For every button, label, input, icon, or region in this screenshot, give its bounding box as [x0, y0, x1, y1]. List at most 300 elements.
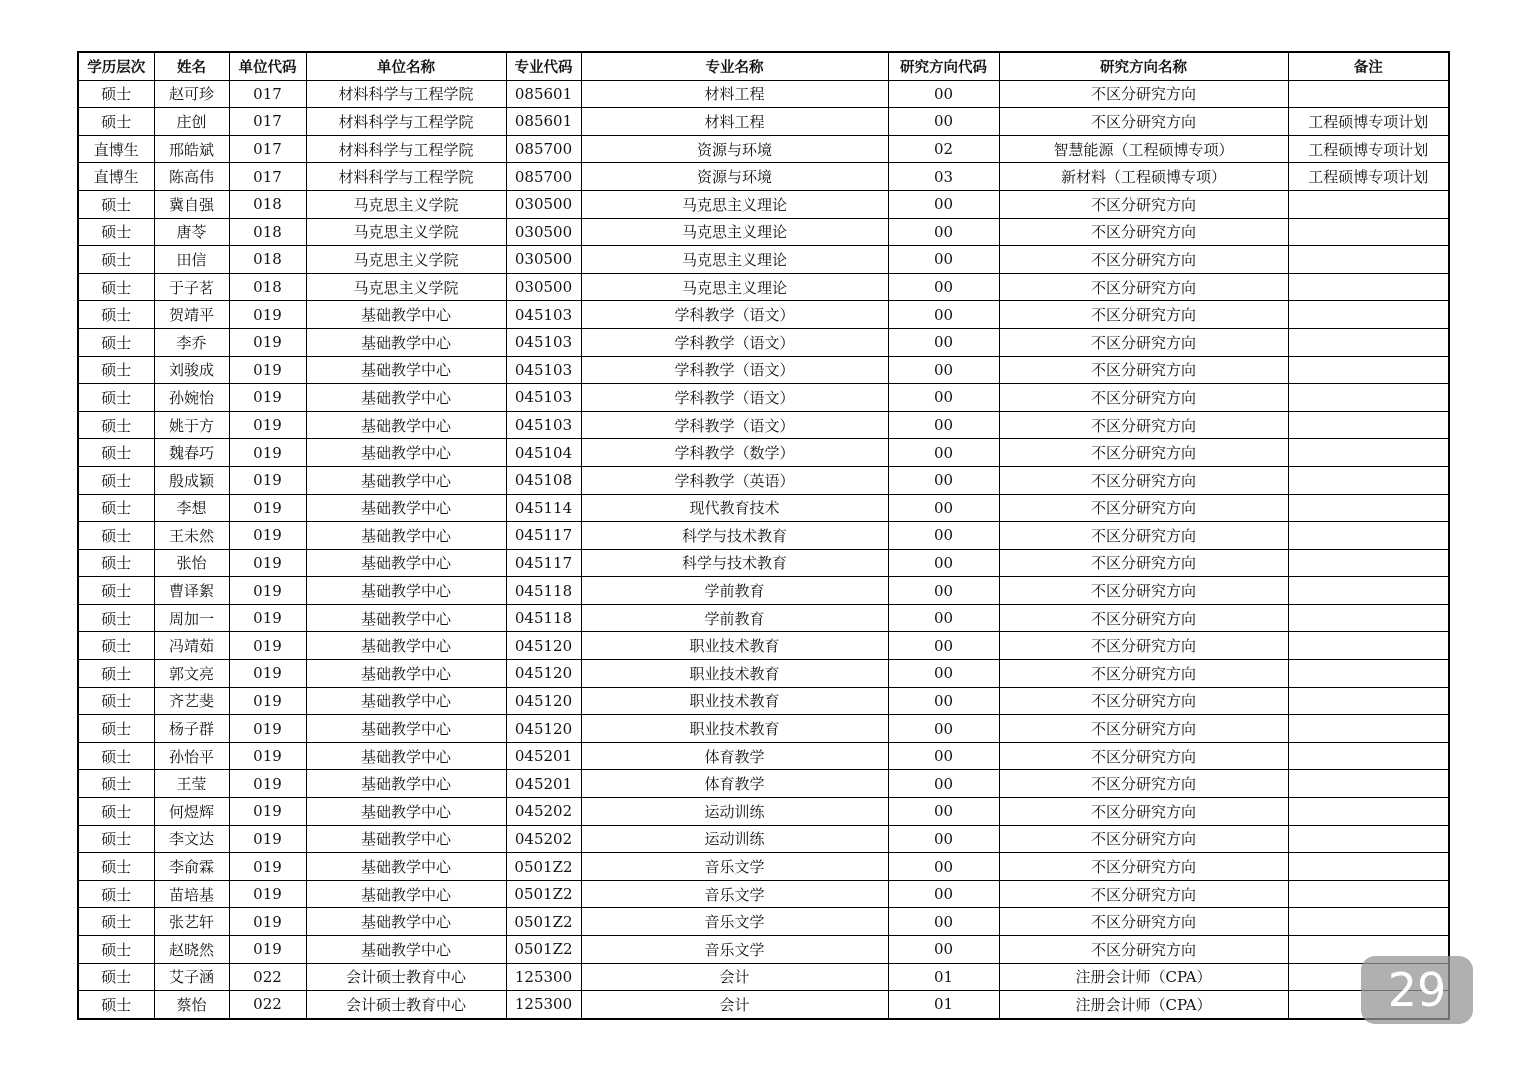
cell-research-code: 00 — [888, 494, 999, 522]
cell-name: 何煜辉 — [154, 798, 229, 826]
cell-name: 张艺轩 — [154, 908, 229, 936]
cell-unit-code: 019 — [229, 328, 306, 356]
table-row — [78, 246, 1449, 274]
cell-education-level: 硕士 — [78, 439, 154, 467]
cell-remarks — [1288, 853, 1449, 881]
cell-name: 郭文亮 — [154, 660, 229, 688]
cell-remarks — [1288, 190, 1449, 218]
cell-major-name: 材料工程 — [581, 80, 888, 108]
cell-remarks — [1288, 246, 1449, 274]
cell-remarks — [1288, 742, 1449, 770]
table-row — [78, 522, 1449, 550]
cell-research-code: 00 — [888, 770, 999, 798]
cell-major-code: 045118 — [506, 577, 581, 605]
cell-research-name: 不区分研究方向 — [999, 466, 1288, 494]
cell-unit-name: 基础教学中心 — [306, 411, 506, 439]
cell-major-code: 085700 — [506, 135, 581, 163]
cell-major-code: 045117 — [506, 522, 581, 550]
cell-education-level: 硕士 — [78, 549, 154, 577]
cell-research-code: 00 — [888, 825, 999, 853]
cell-research-code: 00 — [888, 356, 999, 384]
cell-unit-name: 材料科学与工程学院 — [306, 135, 506, 163]
cell-unit-name: 基础教学中心 — [306, 356, 506, 384]
cell-research-name: 不区分研究方向 — [999, 770, 1288, 798]
cell-name: 张怡 — [154, 549, 229, 577]
cell-major-name: 学科教学（语文） — [581, 301, 888, 329]
cell-remarks — [1288, 328, 1449, 356]
cell-major-name: 音乐文学 — [581, 936, 888, 964]
cell-unit-code: 019 — [229, 301, 306, 329]
cell-name: 魏春巧 — [154, 439, 229, 467]
cell-remarks — [1288, 494, 1449, 522]
cell-research-name: 不区分研究方向 — [999, 356, 1288, 384]
cell-major-code: 030500 — [506, 218, 581, 246]
cell-name: 艾子涵 — [154, 963, 229, 991]
cell-research-code: 00 — [888, 384, 999, 412]
cell-major-code: 045202 — [506, 825, 581, 853]
table-row — [78, 908, 1449, 936]
cell-major-name: 学前教育 — [581, 604, 888, 632]
cell-education-level: 硕士 — [78, 853, 154, 881]
cell-major-name: 马克思主义理论 — [581, 273, 888, 301]
cell-unit-name: 基础教学中心 — [306, 632, 506, 660]
cell-unit-code: 018 — [229, 273, 306, 301]
cell-education-level: 硕士 — [78, 356, 154, 384]
cell-name: 孙怡平 — [154, 742, 229, 770]
cell-unit-code: 017 — [229, 135, 306, 163]
cell-major-name: 材料工程 — [581, 108, 888, 136]
cell-remarks — [1288, 880, 1449, 908]
cell-research-code: 00 — [888, 880, 999, 908]
table-row — [78, 439, 1449, 467]
cell-unit-name: 基础教学中心 — [306, 936, 506, 964]
header-row — [78, 52, 1449, 80]
cell-name: 李乔 — [154, 328, 229, 356]
cell-unit-code: 019 — [229, 577, 306, 605]
cell-unit-code: 022 — [229, 963, 306, 991]
cell-research-name: 不区分研究方向 — [999, 742, 1288, 770]
cell-research-code: 00 — [888, 328, 999, 356]
cell-research-name: 不区分研究方向 — [999, 273, 1288, 301]
cell-major-code: 045103 — [506, 301, 581, 329]
cell-education-level: 硕士 — [78, 577, 154, 605]
table-body — [78, 80, 1449, 1019]
cell-major-name: 职业技术教育 — [581, 660, 888, 688]
cell-unit-code: 019 — [229, 411, 306, 439]
cell-research-code: 00 — [888, 301, 999, 329]
cell-unit-name: 马克思主义学院 — [306, 218, 506, 246]
cell-remarks — [1288, 80, 1449, 108]
table-row — [78, 798, 1449, 826]
cell-unit-code: 019 — [229, 466, 306, 494]
cell-unit-name: 会计硕士教育中心 — [306, 963, 506, 991]
cell-research-name: 不区分研究方向 — [999, 604, 1288, 632]
cell-unit-code: 019 — [229, 908, 306, 936]
table-row — [78, 687, 1449, 715]
cell-research-name: 不区分研究方向 — [999, 715, 1288, 743]
cell-unit-name: 基础教学中心 — [306, 880, 506, 908]
cell-education-level: 硕士 — [78, 742, 154, 770]
cell-name: 杨子群 — [154, 715, 229, 743]
cell-major-code: 085601 — [506, 80, 581, 108]
cell-major-name: 体育教学 — [581, 770, 888, 798]
cell-unit-code: 019 — [229, 880, 306, 908]
cell-major-name: 现代教育技术 — [581, 494, 888, 522]
cell-major-code: 125300 — [506, 963, 581, 991]
cell-unit-name: 基础教学中心 — [306, 825, 506, 853]
cell-major-code: 045114 — [506, 494, 581, 522]
cell-research-code: 00 — [888, 936, 999, 964]
cell-research-name: 不区分研究方向 — [999, 549, 1288, 577]
cell-remarks — [1288, 770, 1449, 798]
cell-remarks — [1288, 301, 1449, 329]
table-row — [78, 273, 1449, 301]
cell-remarks: 工程硕博专项计划 — [1288, 135, 1449, 163]
cell-research-code: 00 — [888, 273, 999, 301]
cell-remarks — [1288, 218, 1449, 246]
cell-research-name: 不区分研究方向 — [999, 384, 1288, 412]
cell-name: 齐艺斐 — [154, 687, 229, 715]
table-row — [78, 991, 1449, 1019]
cell-education-level: 硕士 — [78, 80, 154, 108]
header-remarks: 备注 — [1288, 52, 1449, 80]
table-row — [78, 880, 1449, 908]
cell-name: 冀自强 — [154, 190, 229, 218]
cell-remarks — [1288, 660, 1449, 688]
cell-unit-code: 019 — [229, 384, 306, 412]
cell-name: 李文达 — [154, 825, 229, 853]
cell-name: 王未然 — [154, 522, 229, 550]
cell-research-code: 02 — [888, 135, 999, 163]
cell-major-name: 职业技术教育 — [581, 715, 888, 743]
cell-research-name: 不区分研究方向 — [999, 411, 1288, 439]
header-research-name: 研究方向名称 — [999, 52, 1288, 80]
cell-major-name: 音乐文学 — [581, 853, 888, 881]
cell-major-code: 045120 — [506, 632, 581, 660]
table-row — [78, 163, 1449, 191]
cell-research-name: 智慧能源（工程硕博专项） — [999, 135, 1288, 163]
cell-education-level: 直博生 — [78, 163, 154, 191]
cell-name: 蔡怡 — [154, 991, 229, 1019]
cell-research-code: 00 — [888, 246, 999, 274]
cell-education-level: 硕士 — [78, 632, 154, 660]
cell-major-code: 0501Z2 — [506, 853, 581, 881]
cell-unit-code: 019 — [229, 687, 306, 715]
cell-name: 曹译絮 — [154, 577, 229, 605]
cell-research-name: 不区分研究方向 — [999, 218, 1288, 246]
cell-major-code: 045103 — [506, 384, 581, 412]
cell-unit-name: 会计硕士教育中心 — [306, 991, 506, 1019]
cell-major-code: 0501Z2 — [506, 908, 581, 936]
cell-unit-code: 019 — [229, 742, 306, 770]
cell-research-name: 不区分研究方向 — [999, 522, 1288, 550]
cell-research-code: 00 — [888, 439, 999, 467]
cell-unit-code: 019 — [229, 522, 306, 550]
cell-research-code: 01 — [888, 991, 999, 1019]
cell-research-code: 00 — [888, 108, 999, 136]
cell-unit-name: 基础教学中心 — [306, 384, 506, 412]
cell-name: 李想 — [154, 494, 229, 522]
cell-research-name: 不区分研究方向 — [999, 328, 1288, 356]
cell-research-name: 不区分研究方向 — [999, 577, 1288, 605]
cell-major-code: 045108 — [506, 466, 581, 494]
cell-name: 田信 — [154, 246, 229, 274]
table-row — [78, 108, 1449, 136]
cell-name: 刘骏成 — [154, 356, 229, 384]
cell-research-name: 不区分研究方向 — [999, 439, 1288, 467]
cell-unit-code: 019 — [229, 632, 306, 660]
cell-education-level: 硕士 — [78, 190, 154, 218]
cell-research-code: 00 — [888, 522, 999, 550]
table-row — [78, 80, 1449, 108]
cell-name: 于子茗 — [154, 273, 229, 301]
header-major-name: 专业名称 — [581, 52, 888, 80]
cell-major-name: 马克思主义理论 — [581, 246, 888, 274]
cell-unit-name: 马克思主义学院 — [306, 246, 506, 274]
cell-remarks — [1288, 715, 1449, 743]
cell-major-code: 045103 — [506, 411, 581, 439]
cell-research-code: 00 — [888, 604, 999, 632]
cell-unit-name: 马克思主义学院 — [306, 190, 506, 218]
cell-unit-name: 材料科学与工程学院 — [306, 108, 506, 136]
cell-research-name: 不区分研究方向 — [999, 246, 1288, 274]
cell-research-name: 不区分研究方向 — [999, 80, 1288, 108]
table-row — [78, 963, 1449, 991]
cell-education-level: 直博生 — [78, 135, 154, 163]
cell-unit-name: 基础教学中心 — [306, 660, 506, 688]
cell-name: 李俞霖 — [154, 853, 229, 881]
cell-education-level: 硕士 — [78, 991, 154, 1019]
cell-remarks — [1288, 356, 1449, 384]
cell-major-name: 学科教学（英语） — [581, 466, 888, 494]
cell-research-name: 不区分研究方向 — [999, 190, 1288, 218]
cell-education-level: 硕士 — [78, 798, 154, 826]
cell-research-name: 不区分研究方向 — [999, 908, 1288, 936]
cell-unit-code: 019 — [229, 439, 306, 467]
table-row — [78, 218, 1449, 246]
cell-education-level: 硕士 — [78, 494, 154, 522]
cell-major-name: 学科教学（语文） — [581, 411, 888, 439]
cell-name: 唐苓 — [154, 218, 229, 246]
cell-remarks — [1288, 439, 1449, 467]
cell-unit-code: 019 — [229, 604, 306, 632]
cell-education-level: 硕士 — [78, 466, 154, 494]
cell-education-level: 硕士 — [78, 936, 154, 964]
cell-research-code: 00 — [888, 577, 999, 605]
cell-research-name: 不区分研究方向 — [999, 880, 1288, 908]
cell-major-code: 045118 — [506, 604, 581, 632]
cell-major-name: 职业技术教育 — [581, 687, 888, 715]
cell-research-code: 00 — [888, 742, 999, 770]
cell-research-code: 00 — [888, 687, 999, 715]
cell-unit-name: 基础教学中心 — [306, 604, 506, 632]
cell-unit-name: 基础教学中心 — [306, 494, 506, 522]
cell-research-code: 00 — [888, 908, 999, 936]
cell-major-code: 0501Z2 — [506, 936, 581, 964]
cell-research-name: 不区分研究方向 — [999, 798, 1288, 826]
cell-remarks — [1288, 384, 1449, 412]
cell-unit-name: 基础教学中心 — [306, 301, 506, 329]
cell-major-name: 马克思主义理论 — [581, 190, 888, 218]
cell-remarks — [1288, 411, 1449, 439]
cell-major-code: 030500 — [506, 246, 581, 274]
cell-name: 姚于方 — [154, 411, 229, 439]
cell-unit-code: 022 — [229, 991, 306, 1019]
cell-remarks — [1288, 632, 1449, 660]
table-row — [78, 466, 1449, 494]
cell-research-code: 00 — [888, 218, 999, 246]
header-name: 姓名 — [154, 52, 229, 80]
cell-research-name: 不区分研究方向 — [999, 853, 1288, 881]
cell-major-name: 马克思主义理论 — [581, 218, 888, 246]
cell-unit-code: 017 — [229, 108, 306, 136]
table-row — [78, 770, 1449, 798]
cell-unit-code: 019 — [229, 853, 306, 881]
cell-research-code: 00 — [888, 466, 999, 494]
table-row — [78, 853, 1449, 881]
cell-unit-code: 017 — [229, 163, 306, 191]
cell-research-name: 不区分研究方向 — [999, 108, 1288, 136]
cell-remarks — [1288, 273, 1449, 301]
cell-major-name: 学科教学（语文） — [581, 328, 888, 356]
cell-major-code: 045120 — [506, 715, 581, 743]
cell-education-level: 硕士 — [78, 770, 154, 798]
cell-major-name: 学前教育 — [581, 577, 888, 605]
header-major-code: 专业代码 — [506, 52, 581, 80]
cell-education-level: 硕士 — [78, 880, 154, 908]
cell-major-code: 045120 — [506, 687, 581, 715]
cell-unit-code: 017 — [229, 80, 306, 108]
table-row — [78, 190, 1449, 218]
cell-name: 赵可珍 — [154, 80, 229, 108]
cell-name: 孙婉怡 — [154, 384, 229, 412]
cell-unit-name: 基础教学中心 — [306, 466, 506, 494]
cell-research-name: 不区分研究方向 — [999, 494, 1288, 522]
cell-research-code: 00 — [888, 190, 999, 218]
cell-unit-name: 基础教学中心 — [306, 328, 506, 356]
cell-research-name: 注册会计师（CPA） — [999, 991, 1288, 1019]
cell-unit-code: 019 — [229, 715, 306, 743]
cell-name: 庄创 — [154, 108, 229, 136]
cell-major-code: 030500 — [506, 190, 581, 218]
cell-unit-code: 019 — [229, 770, 306, 798]
cell-unit-code: 019 — [229, 494, 306, 522]
cell-remarks — [1288, 549, 1449, 577]
cell-remarks — [1288, 522, 1449, 550]
cell-major-code: 085700 — [506, 163, 581, 191]
cell-remarks — [1288, 825, 1449, 853]
cell-major-code: 085601 — [506, 108, 581, 136]
cell-unit-name: 材料科学与工程学院 — [306, 163, 506, 191]
cell-education-level: 硕士 — [78, 660, 154, 688]
cell-unit-code: 019 — [229, 549, 306, 577]
cell-major-name: 会计 — [581, 963, 888, 991]
cell-education-level: 硕士 — [78, 908, 154, 936]
cell-research-code: 00 — [888, 715, 999, 743]
cell-unit-name: 基础教学中心 — [306, 522, 506, 550]
cell-research-code: 00 — [888, 411, 999, 439]
admission-list-sheet — [77, 51, 1448, 1020]
cell-research-code: 00 — [888, 632, 999, 660]
cell-remarks — [1288, 604, 1449, 632]
cell-unit-name: 基础教学中心 — [306, 577, 506, 605]
cell-research-name: 不区分研究方向 — [999, 301, 1288, 329]
cell-education-level: 硕士 — [78, 825, 154, 853]
cell-name: 冯靖茹 — [154, 632, 229, 660]
cell-unit-code: 018 — [229, 218, 306, 246]
cell-major-name: 职业技术教育 — [581, 632, 888, 660]
cell-unit-name: 材料科学与工程学院 — [306, 80, 506, 108]
cell-education-level: 硕士 — [78, 384, 154, 412]
cell-unit-name: 基础教学中心 — [306, 770, 506, 798]
table-row — [78, 384, 1449, 412]
cell-major-name: 科学与技术教育 — [581, 549, 888, 577]
cell-major-code: 030500 — [506, 273, 581, 301]
cell-remarks: 工程硕博专项计划 — [1288, 163, 1449, 191]
cell-education-level: 硕士 — [78, 108, 154, 136]
cell-major-name: 运动训练 — [581, 798, 888, 826]
page-number-badge: 29 — [1361, 956, 1473, 1024]
cell-major-code: 0501Z2 — [506, 880, 581, 908]
cell-research-name: 不区分研究方向 — [999, 660, 1288, 688]
table-row — [78, 577, 1449, 605]
cell-research-code: 00 — [888, 853, 999, 881]
table-row — [78, 604, 1449, 632]
cell-research-name: 不区分研究方向 — [999, 687, 1288, 715]
cell-major-name: 学科教学（语文） — [581, 356, 888, 384]
table-row — [78, 494, 1449, 522]
cell-education-level: 硕士 — [78, 604, 154, 632]
cell-major-code: 125300 — [506, 991, 581, 1019]
cell-education-level: 硕士 — [78, 715, 154, 743]
cell-name: 邢皓斌 — [154, 135, 229, 163]
cell-education-level: 硕士 — [78, 301, 154, 329]
cell-research-code: 00 — [888, 549, 999, 577]
cell-unit-name: 基础教学中心 — [306, 439, 506, 467]
cell-education-level: 硕士 — [78, 687, 154, 715]
cell-major-name: 资源与环境 — [581, 163, 888, 191]
cell-major-name: 资源与环境 — [581, 135, 888, 163]
cell-education-level: 硕士 — [78, 522, 154, 550]
cell-education-level: 硕士 — [78, 218, 154, 246]
cell-major-code: 045103 — [506, 356, 581, 384]
cell-remarks — [1288, 798, 1449, 826]
table-row — [78, 825, 1449, 853]
cell-research-code: 01 — [888, 963, 999, 991]
cell-research-name: 新材料（工程硕博专项） — [999, 163, 1288, 191]
cell-unit-code: 019 — [229, 660, 306, 688]
cell-name: 陈高伟 — [154, 163, 229, 191]
table-row — [78, 742, 1449, 770]
cell-education-level: 硕士 — [78, 411, 154, 439]
table-row — [78, 135, 1449, 163]
cell-name: 赵晓然 — [154, 936, 229, 964]
cell-research-code: 00 — [888, 798, 999, 826]
cell-major-code: 045201 — [506, 742, 581, 770]
cell-major-name: 音乐文学 — [581, 908, 888, 936]
admission-table — [77, 51, 1450, 1020]
cell-remarks — [1288, 908, 1449, 936]
cell-major-name: 科学与技术教育 — [581, 522, 888, 550]
cell-remarks — [1288, 577, 1449, 605]
cell-unit-name: 基础教学中心 — [306, 715, 506, 743]
cell-name: 贺靖平 — [154, 301, 229, 329]
cell-unit-name: 基础教学中心 — [306, 853, 506, 881]
cell-research-code: 03 — [888, 163, 999, 191]
cell-research-name: 不区分研究方向 — [999, 825, 1288, 853]
table-row — [78, 936, 1449, 964]
cell-major-code: 045117 — [506, 549, 581, 577]
